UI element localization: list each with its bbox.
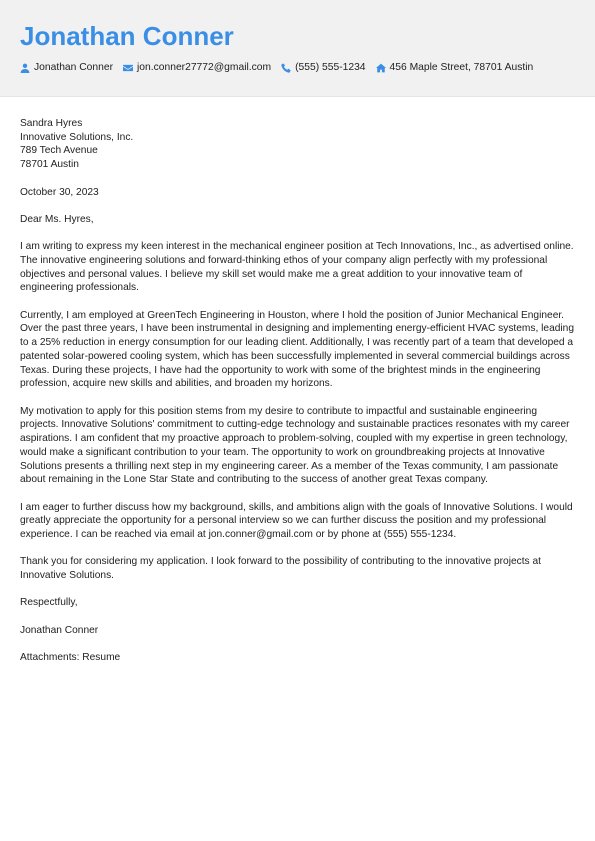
- body-paragraph-5: Thank you for considering my application. I look forward to the possibility of contributing to the innovative projects at Innovative Solutions.: [20, 556, 541, 582]
- recipient-name: Sandra Hyres: [20, 118, 83, 129]
- salutation: Dear Ms. Hyres,: [20, 213, 94, 225]
- signature: Jonathan Conner: [20, 624, 99, 636]
- contact-address-label: 456 Maple Street, 78701 Austin: [389, 62, 534, 73]
- recipient-street: 789 Tech Avenue: [20, 145, 98, 157]
- closing: Respectfully,: [20, 597, 78, 609]
- contact-phone[interactable]: [281, 62, 365, 73]
- recipient-block: [20, 117, 575, 172]
- home-icon: [376, 63, 386, 73]
- contact-address: [376, 62, 534, 73]
- applicant-name: Jonathan Conner: [20, 21, 234, 51]
- body-paragraph-2: Currently, I am employed at GreenTech Engineering in Houston, where I hold the position of Junior Mechanical Engineer. Over the past three years, I have been instrumental in designing and implementing energy-efficient HVAC systems, leading to a 25% reduction in energy consumption for our leading client. Additionally, I was recently part of a team that developed a patented solar-powered cooling system, which has been successfully implemented in several commercial buildings across Texas. During these projects, I have had the opportunity to work with some of the brightest minds in the engineering profession, acquire new skills and abilities, and broaden my horizons.: [20, 309, 575, 390]
- recipient-city: 78701 Austin: [20, 159, 79, 171]
- envelope-icon: [123, 63, 133, 73]
- body-paragraph-4: I am eager to further discuss how my background, skills, and ambitions align with the goals of Innovative Solutions. I would greatly appreciate the opportunity for a personal interview so we can further discuss the position and my professional experience. I can be reached via email at jon.conner@gmail.com or by phone at (555) 555-1234.: [20, 501, 573, 540]
- phone-icon: [281, 63, 291, 73]
- letter-date: October 30, 2023: [20, 186, 99, 198]
- contact-bar: [20, 62, 575, 73]
- letter-body: [0, 97, 595, 665]
- contact-person-label: Jonathan Conner: [34, 62, 114, 73]
- contact-person: [20, 62, 113, 73]
- body-paragraph-3: My motivation to apply for this position stems from my desire to contribute to impactful and sustainable engineering projects. Innovative Solutions' commitment to cutting-edge technology and sustainable practices resonates with my career aspirations. I am confident that my proactive approach to problem-solving, coupled with my expertise in green technology, would make a significant contribution to your team. The opportunity to work on groundbreaking projects at Innovative Solutions presents a thrilling next step in my engineering career. As a member of the Texas community, I am passionate about remaining in the Lone Star State and contributing to the success of another great Texas company.: [20, 405, 570, 486]
- attachments: Attachments: Resume: [20, 652, 121, 664]
- contact-phone-label: (555) 555-1234: [295, 62, 366, 73]
- contact-email-label: jon.conner27772@gmail.com: [137, 62, 272, 73]
- contact-email[interactable]: [123, 62, 271, 73]
- recipient-company: Innovative Solutions, Inc.: [20, 131, 134, 143]
- user-icon: [20, 63, 30, 73]
- letter-header: [0, 0, 595, 97]
- body-paragraph-1: I am writing to express my keen interest in the mechanical engineer position at Tech Innovations, Inc., as advertised online. The innovative engineering solutions and forward-thinking ethos of your company align perfectly with my professional objectives and personal values. I believe my skill set would make me a great addition to your innovative team of engineering professionals.: [20, 241, 574, 294]
